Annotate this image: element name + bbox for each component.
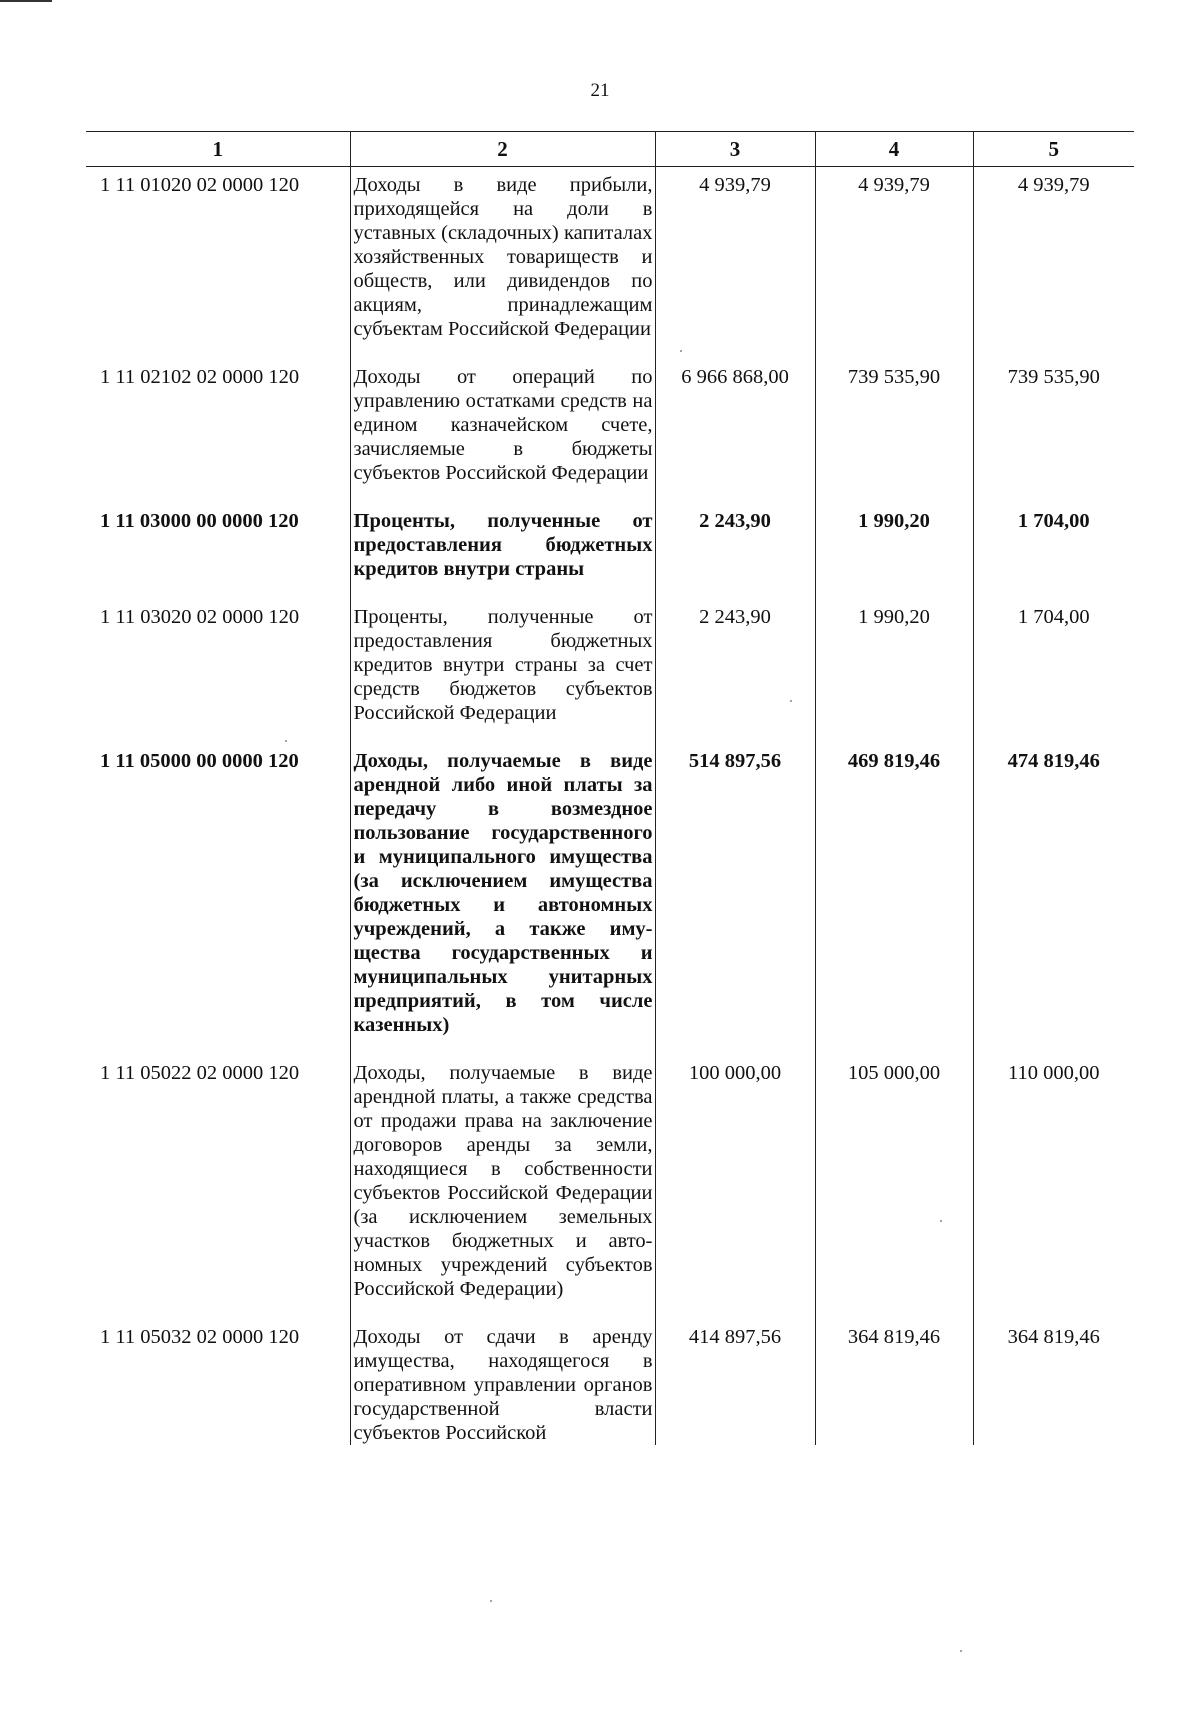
amount-col-4: 1 990,20 — [815, 503, 973, 599]
budget-code: 1 11 05022 02 0000 120 — [100, 1062, 300, 1084]
amount-col-5: 739 535,90 — [973, 359, 1134, 503]
amount-col-5: 1 704,00 — [973, 503, 1134, 599]
revenue-description: Доходы, получаемые в виде арендной платы, а также средства от продажи права на заключение договоров аренды за земли, находящиеся в собственности субъектов Российской Федерации (за исключением земельных участков бюджетных и автономных учреждений субъектов Российской Федерации) — [350, 1055, 655, 1319]
table-body — [86, 167, 1134, 1446]
amount-col-3: 6 966 868,00 — [655, 359, 815, 503]
amount-col-5: 110 000,00 — [973, 1055, 1134, 1319]
amount-col-3: 4 939,79 — [655, 167, 815, 360]
table-row — [86, 167, 1134, 360]
amount-col-3: 2 243,90 — [655, 503, 815, 599]
page-number: 21 — [590, 80, 610, 101]
revenue-description: Проценты, полученные от предоставления бюджетных кредитов внутри страны за счет средств бюджетов субъектов Российской Федерации — [350, 599, 655, 743]
amount-col-4: 4 939,79 — [815, 167, 973, 360]
amount-col-5: 474 819,46 — [973, 743, 1134, 1055]
amount-col-3: 100 000,00 — [655, 1055, 815, 1319]
amount-col-4: 364 819,46 — [815, 1319, 973, 1445]
scan-speck — [790, 700, 792, 702]
header-col-1: 1 — [86, 132, 350, 167]
header-col-5: 5 — [973, 132, 1134, 167]
table-row-subtotal — [86, 743, 1134, 1055]
amount-col-4: 469 819,46 — [815, 743, 973, 1055]
table-row — [86, 1319, 1134, 1445]
budget-code: 1 11 01020 02 0000 120 — [100, 174, 300, 196]
revenue-description: Доходы от сдачи в аренду имущества, находящегося в оперативном управлении органов государственной власти субъектов Российской — [350, 1319, 655, 1445]
table-row-subtotal — [86, 503, 1134, 599]
table-row — [86, 599, 1134, 743]
budget-code: 1 11 03000 00 0000 120 — [100, 510, 299, 532]
scan-speck — [960, 1650, 962, 1652]
header-col-2: 2 — [350, 132, 655, 167]
budget-code: 1 11 05032 02 0000 120 — [100, 1326, 300, 1348]
amount-col-4: 739 535,90 — [815, 359, 973, 503]
table-row — [86, 359, 1134, 503]
header-col-4: 4 — [815, 132, 973, 167]
revenue-description: Доходы от операций по управлению остатками средств на едином казначейском счете, зачисляемые в бюджеты субъектов Российской Федерации — [350, 359, 655, 503]
header-col-3: 3 — [655, 132, 815, 167]
amount-col-3: 414 897,56 — [655, 1319, 815, 1445]
header-row — [86, 132, 1134, 167]
revenue-description: Доходы, получаемые в виде арендной либо иной платы за передачу в возмездное пользование государственного и муниципального имущества (за исключением имущества бюджетных и автономных учреждений, а также имущества государственных и муниципальных унитарных предприятий, в том числе казенных) — [350, 743, 655, 1055]
revenue-description: Проценты, полученные от предоставления бюджетных кредитов внутри страны — [350, 503, 655, 599]
scan-edge-mark — [0, 0, 52, 2]
table-row — [86, 1055, 1134, 1319]
budget-code: 1 11 05000 00 0000 120 — [100, 750, 299, 772]
amount-col-5: 1 704,00 — [973, 599, 1134, 743]
amount-col-5: 364 819,46 — [973, 1319, 1134, 1445]
budget-code: 1 11 02102 02 0000 120 — [100, 366, 300, 388]
amount-col-4: 1 990,20 — [815, 599, 973, 743]
amount-col-4: 105 000,00 — [815, 1055, 973, 1319]
scan-speck — [940, 1220, 942, 1222]
scan-speck — [680, 350, 682, 352]
scan-speck — [285, 740, 287, 742]
scan-speck — [490, 1600, 492, 1602]
revenue-description: Доходы в виде прибыли, приходящейся на доли в уставных (складочных) капиталах хозяйственных товариществ и обществ, или дивидендов по акциям, принадлежащим субъектам Российской Федерации — [350, 167, 655, 360]
amount-col-3: 2 243,90 — [655, 599, 815, 743]
revenue-table — [86, 131, 1134, 1445]
amount-col-5: 4 939,79 — [973, 167, 1134, 360]
amount-col-3: 514 897,56 — [655, 743, 815, 1055]
budget-code: 1 11 03020 02 0000 120 — [100, 606, 300, 628]
